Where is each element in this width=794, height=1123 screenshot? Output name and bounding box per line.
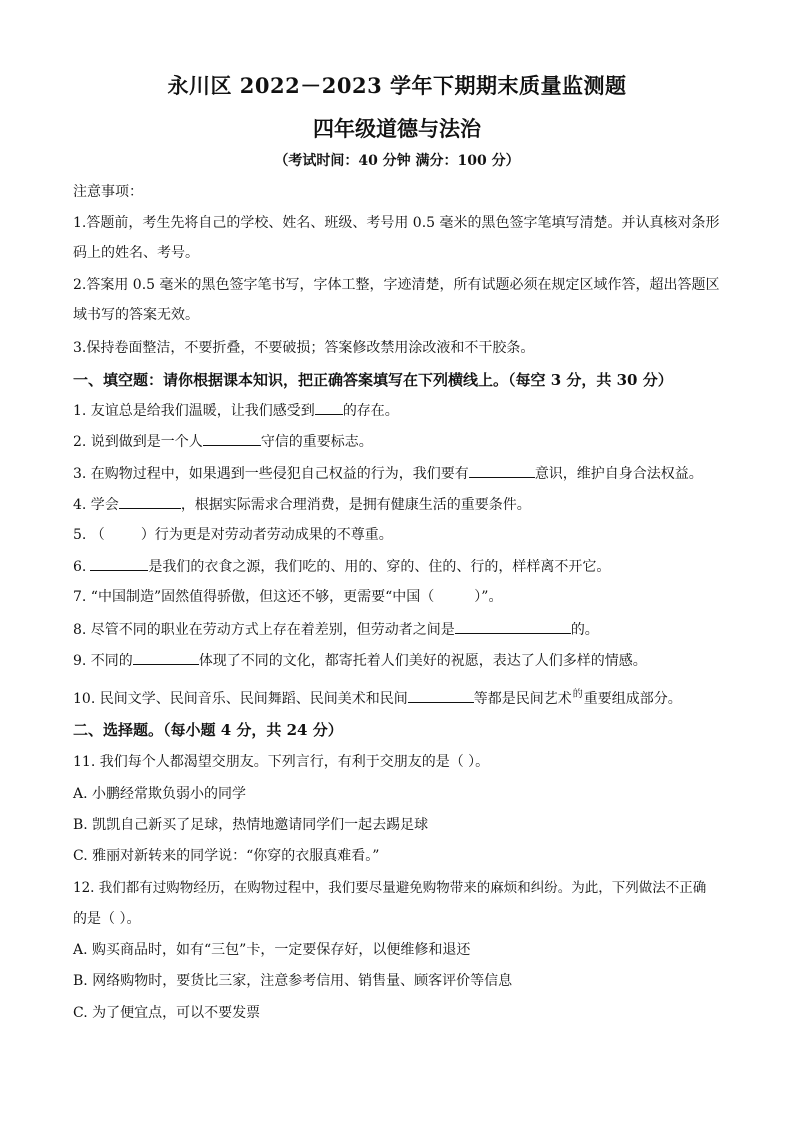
question-1 — [73, 400, 723, 421]
question-3 — [73, 463, 723, 484]
question-11-option-b[interactable]: B. 凯凯自己新买了足球，热情地邀请同学们一起去踢足球 — [73, 817, 429, 833]
question-10-text-a: 10. 民间文学、民间音乐、民间舞蹈、民间美术和民间 — [73, 691, 408, 707]
question-1-text-b: 的存在。 — [342, 403, 399, 419]
exam-info: （考试时间：40 分钟 满分：100 分） — [274, 153, 520, 169]
question-12-option-c[interactable]: C. 为了便宜点，可以不要发票 — [73, 1005, 261, 1021]
question-10 — [73, 688, 723, 711]
question-6-blank[interactable] — [90, 556, 148, 571]
section-1-heading: 一、填空题：请你根据课本知识，把正确答案填写在下列横线上。（每空 3 分，共 30 分） — [73, 371, 673, 389]
question-4 — [73, 494, 723, 515]
question-3-blank[interactable] — [469, 463, 535, 478]
question-6-text-a: 6. — [73, 559, 87, 575]
question-8-blank[interactable] — [455, 619, 571, 634]
question-6-text-b: 是我们的衣食之源，我们吃的、用的、穿的、住的、行的，样样离不开它。 — [148, 559, 611, 575]
question-3-text-a: 3. 在购物过程中，如果遇到一些侵犯自己权益的行为，我们要有 — [73, 466, 469, 482]
question-9 — [73, 650, 723, 671]
question-2-text-a: 2. 说到做到是一个人 — [73, 434, 203, 450]
question-8 — [73, 619, 723, 640]
question-7-text-a: 7. “中国制造”固然值得骄傲，但这还不够，更需要“中国（ — [73, 589, 435, 605]
notice-item-1-line-1: 1.答题前，考生先将自己的学校、姓名、班级、考号用 0.5 毫米的黑色签字笔填写清楚。并认真核对条形 — [73, 215, 720, 231]
question-10-mark: 的 — [572, 689, 583, 700]
question-4-text-b: ，根据实际需求合理消费，是拥有健康生活的重要条件。 — [180, 497, 531, 513]
question-2-blank[interactable] — [203, 431, 261, 446]
section-2-heading: 二、选择题。（每小题 4 分，共 24 分） — [73, 721, 343, 739]
question-7 — [73, 587, 723, 607]
question-4-blank[interactable] — [119, 494, 181, 509]
question-10-text-c: 重要组成部分。 — [583, 691, 682, 707]
question-1-text-a: 1. 友谊总是给我们温暖，让我们感受到 — [73, 403, 315, 419]
question-9-blank[interactable] — [133, 650, 199, 665]
question-1-blank[interactable] — [315, 400, 343, 415]
question-2-text-b: 守信的重要标志。 — [260, 434, 373, 450]
exam-subject: 四年级道德与法治 — [313, 116, 481, 141]
notice-item-1-line-2: 码上的姓名、考号。 — [73, 245, 199, 261]
notice-heading: 注意事项： — [73, 184, 143, 200]
question-11-option-a[interactable]: A. 小鹏经常欺负弱小的同学 — [73, 786, 247, 802]
question-12-line-1: 12. 我们都有过购物经历，在购物过程中，我们要尽量避免购物带来的麻烦和纠纷。为此，下列做法不正确 — [73, 880, 707, 896]
question-12-option-b[interactable]: B. 网络购物时，要货比三家，注意参考信用、销售量、顾客评价等信息 — [73, 973, 513, 989]
question-10-blank[interactable] — [408, 688, 474, 703]
question-12-line-2: 的是（ ）。 — [73, 911, 141, 927]
question-10-text-b: 等都是民间艺术 — [473, 691, 572, 707]
question-9-text-b: 体现了不同的文化，都寄托着人们美好的祝愿，表达了人们多样的情感。 — [198, 653, 647, 669]
question-8-text-b: 的。 — [570, 622, 599, 638]
question-11: 11. 我们每个人都渴望交朋友。下列言行，有利于交朋友的是（ ）。 — [73, 754, 490, 770]
question-9-text-a: 9. 不同的 — [73, 653, 133, 669]
question-5-text-a: 5. （ — [73, 527, 105, 543]
question-3-text-b: 意识，维护自身合法权益。 — [534, 466, 703, 482]
exam-title: 永川区 2022－2023 学年下期期末质量监测题 — [167, 73, 627, 98]
question-11-option-c[interactable]: C. 雅丽对新转来的同学说：“你穿的衣服真难看。” — [73, 848, 380, 864]
notice-item-2-line-1: 2.答案用 0.5 毫米的黑色签字笔书写，字体工整，字迹清楚，所有试题必须在规定区域作答，超出答题区 — [73, 277, 720, 293]
notice-item-2-line-2: 域书写的答案无效。 — [73, 307, 199, 323]
question-8-text-a: 8. 尽管不同的职业在劳动方式上存在着差别，但劳动者之间是 — [73, 622, 455, 638]
question-2 — [73, 431, 723, 452]
question-5 — [73, 525, 723, 545]
question-6 — [73, 556, 723, 577]
question-12-option-a[interactable]: A. 购买商品时，如有“三包”卡，一定要保存好，以便维修和退还 — [73, 942, 471, 958]
question-5-text-b: ）行为更是对劳动者劳动成果的不尊重。 — [140, 527, 393, 543]
question-7-text-b: ）”。 — [474, 589, 503, 605]
notice-item-3: 3.保持卷面整洁，不要折叠，不要破损；答案修改禁用涂改液和不干胶条。 — [73, 340, 535, 356]
question-4-text-a: 4. 学会 — [73, 497, 119, 513]
